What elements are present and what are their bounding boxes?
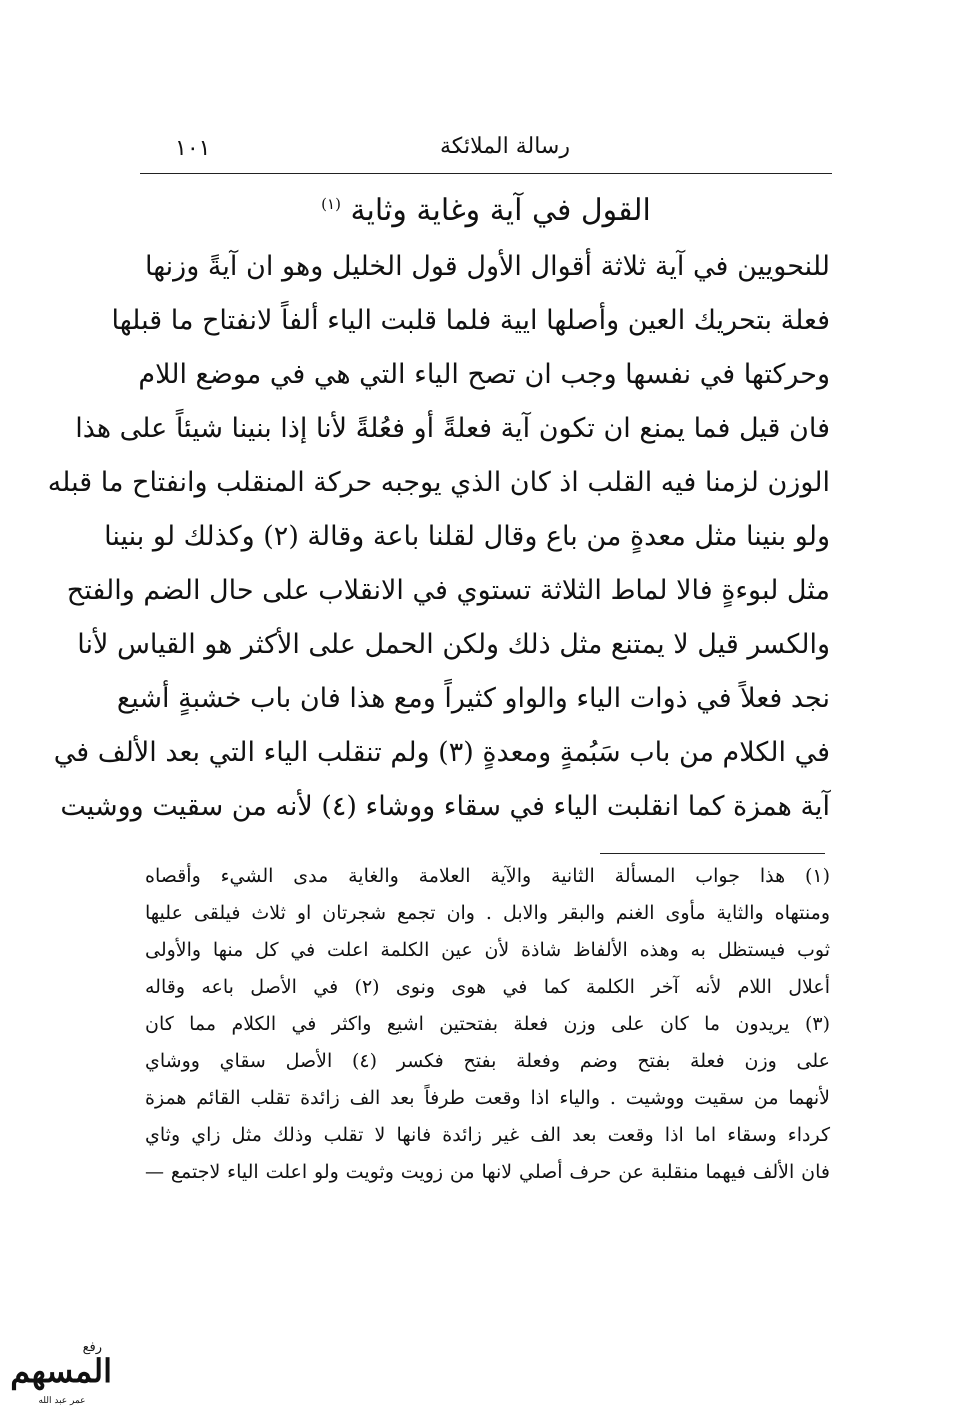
stamp-caption: عمر عبد الله [38, 1396, 86, 1406]
library-stamp [12, 1340, 112, 1410]
footnotes [145, 858, 830, 1191]
stamp-logo-text: المسهم [10, 1352, 112, 1390]
footnote-divider [600, 853, 825, 854]
footnote-line: على وزن فعلة بفتح وضم وفعلة بفتح فكسر (٤) الأصل سقاي ووشاي [145, 1050, 830, 1072]
body-line: وحركتها في نفسها وجب ان تصح الياء التي هي في موضع اللام [138, 359, 830, 390]
body-line: للنحويين في آية ثلاثة أقوال الأول قول الخليل وهو ان آيةً وزنها [145, 251, 830, 282]
footnote-line: كرداء وسقاء اما اذا وقعت بعد الف غير زائدة فانها لا تقلب وذلك مثل زاي وثاي [145, 1124, 830, 1146]
body-line: مثل لبوءةٍ فالا لماط الثلاثة تستوي في الانقلاب على حال الضم والفتح [66, 575, 830, 606]
section-title-text: القول في آية وغاية وثاية [350, 193, 651, 228]
footnote-line: لأنهما من سقيت ووشيت . والياء اذا وقعت طرفاً بعد الف زائدة تقلب القائم همزة [145, 1087, 830, 1109]
header-divider [140, 173, 832, 174]
body-line: فان قيل فما يمنع ان تكون آية فعلةً أو فعُلةً لأنا إذا بنينا شيئاً على هذا [75, 413, 830, 444]
stamp-top-text: رفع [82, 1340, 102, 1355]
body-line: الوزن لزمنا فيه القلب اذ كان الذي يوجبه حركة المنقلب وانفتاح ما قبله [47, 467, 830, 498]
running-title: رسالة الملائكة [440, 134, 570, 159]
footnote-line: أعلال اللام لأنه آخر الكلمة كما في هوى ونوى (٢) في الأصل باعه وقاله [145, 976, 830, 998]
page-number: ١٠١ [175, 136, 211, 161]
body-line: ولو بنينا مثل معدةٍ من باع وقال لقلنا باعة وقالة (٢) وكذلك لو بنينا [104, 521, 830, 552]
footnote-marker: (١) [321, 195, 341, 213]
footnote-line: ثوب فيستظل به وهذه الألفاظ شاذة لأن عين الكلمة اعلت في كل منها والأولى [145, 939, 830, 961]
body-line: نجد فعلاً في ذوات الياء والواو كثيراً ومع هذا فان باب خشبةٍ أشيع [116, 683, 830, 714]
section-heading [140, 188, 832, 234]
running-header [165, 130, 825, 170]
footnote-line: (٣) يريدون ما كان على وزن فعلة بفتحتين اشيع واكثر في الكلام مما كان [145, 1013, 830, 1035]
footnote-line: فان الألف فيهما منقلبة عن حرف أصلي لانها من زويت وثويت ولو اعلت الياء لاجتمع — [145, 1161, 830, 1183]
body-text [47, 240, 830, 834]
body-line: في الكلام من باب سَبُمةٍ ومعدةٍ (٣) ولم تنقلب الياء التي بعد الألف في [53, 737, 830, 768]
body-line: والكسر قيل لا يمتنع مثل ذلك ولكن الحمل على الأكثر هو القياس لأنا [77, 629, 830, 660]
body-line: آية همزة كما انقلبت الياء في سقاء ووشاء (٤) لأنه من سقيت ووشيت [60, 791, 830, 822]
body-line: فعلة بتحريك العين وأصلها ايية فلما قلبت الياء ألفاً لانفتاح ما قبلها [111, 305, 830, 336]
footnote-line: (١) هذا جواب المسألة الثانية والآية العلامة والغاية مدى الشيء وأقصاه [145, 865, 830, 887]
footnote-line: ومنتهاه والثاية مأوى الغنم والبقر والابل . وان تجمع شجرتان او ثلاث فيلقى عليها [145, 902, 830, 924]
